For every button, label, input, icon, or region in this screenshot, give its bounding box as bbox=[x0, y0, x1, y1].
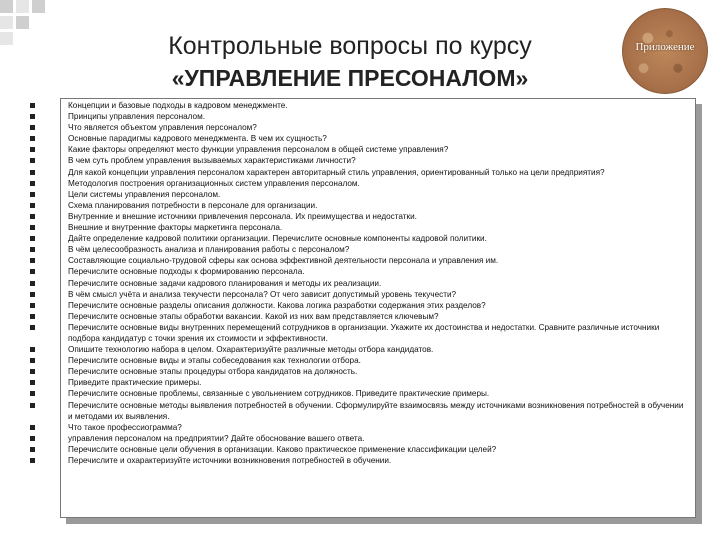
question-item: Составляющие социально-трудовой сферы как основа эффективной деятельности персонала и управления им. bbox=[68, 256, 499, 266]
question-item: Методология построения организационных систем управления персоналом. bbox=[68, 178, 360, 188]
bullet-marker bbox=[30, 292, 35, 297]
title-line-2: «УПРАВЛЕНИЕ ПРЕСОНАЛОМ» bbox=[171, 65, 529, 91]
question-item: Какие факторы определяют место функции управления персоналом в общей системе управления? bbox=[68, 145, 449, 155]
question-item: Цели системы управления персоналом. bbox=[68, 189, 221, 199]
question-item: Перечислите основные задачи кадрового планирования и методы их реализации. bbox=[68, 278, 382, 288]
question-item: Внешние и внутренние факторы маркетинга персонала. bbox=[68, 223, 283, 233]
question-item: В чем суть проблем управления вызываемых характеристиками личности? bbox=[68, 156, 356, 166]
bullet-marker bbox=[30, 436, 35, 441]
corner-square bbox=[0, 0, 13, 13]
bullet-marker bbox=[30, 136, 35, 141]
question-item: управления персоналом на предприятии? Дайте обоснование вашего ответа. bbox=[68, 433, 365, 443]
bullet-marker bbox=[30, 125, 35, 130]
bullet-marker bbox=[30, 236, 35, 241]
question-item: Перечислите основные проблемы, связанные с увольнением сотрудников. Приведите практические примеры. bbox=[68, 389, 490, 399]
question-item: Перечислите основные виды и этапы собеседования как технологии отбора. bbox=[68, 356, 361, 366]
bullet-marker bbox=[30, 103, 35, 108]
title-line-1: Контрольные вопросы по курсу bbox=[168, 32, 532, 60]
bullet-marker bbox=[30, 425, 35, 430]
question-item: Для какой концепции управления персоналом характерен авторитарный стиль управления, ориентированный только на цели предприятия? bbox=[68, 167, 605, 177]
bullet-marker bbox=[30, 281, 35, 286]
corner-square bbox=[0, 16, 13, 29]
slide-title bbox=[90, 30, 610, 94]
bullet-marker bbox=[30, 214, 35, 219]
bullet-marker bbox=[30, 269, 35, 274]
question-item: В чём целесообразность анализа и планирования работы с персоналом? bbox=[68, 245, 350, 255]
bullet-marker bbox=[30, 303, 35, 308]
questions-list bbox=[68, 100, 688, 466]
bullet-marker bbox=[30, 170, 35, 175]
question-item: Перечислите основные цели обучения в организации. Каково практическое применение классификации целей? bbox=[68, 444, 497, 454]
corner-square bbox=[32, 0, 45, 13]
corner-decoration bbox=[0, 0, 60, 60]
question-item: Перечислите основные подходы к формированию персонала. bbox=[68, 267, 305, 277]
bullet-marker bbox=[30, 347, 35, 352]
appendix-badge bbox=[622, 8, 708, 94]
question-item: Перечислите основные разделы описания должности. Какова логика разработки содержания этих разделов? bbox=[68, 300, 486, 310]
question-item: Принципы управления персоналом. bbox=[68, 112, 206, 122]
question-item: Дайте определение кадровой политики организации. Перечислите основные компоненты кадровой политики. bbox=[68, 234, 487, 244]
bullet-marker bbox=[30, 158, 35, 163]
question-item: Основные парадигмы кадрового менеджмента. В чем их сущность? bbox=[68, 134, 327, 144]
bullet-marker bbox=[30, 325, 35, 330]
bullet-marker bbox=[30, 314, 35, 319]
bullet-marker bbox=[30, 391, 35, 396]
bullet-marker bbox=[30, 203, 35, 208]
bullet-marker bbox=[30, 147, 35, 152]
question-item: Приведите практические примеры. bbox=[68, 378, 202, 388]
question-item: Что такое профессиограмма? bbox=[68, 422, 182, 432]
corner-square bbox=[0, 32, 13, 45]
question-item: Перечислите основные этапы обработки вакансии. Какой из них вам представляется ключевым? bbox=[68, 311, 439, 321]
question-item: Перечислите и охарактеризуйте источники возникновения потребностей в обучении. bbox=[68, 456, 392, 465]
question-item: Схема планирования потребности в персонале для организации. bbox=[68, 200, 318, 210]
question-item: В чём смысл учёта и анализа текучести персонала? От чего зависит допустимый уровень текучести? bbox=[68, 289, 457, 299]
bullet-marker bbox=[30, 225, 35, 230]
question-item: Внутренние и внешние источники привлечения персонала. Их преимущества и недостатки. bbox=[68, 211, 417, 221]
bullet-marker bbox=[30, 247, 35, 252]
bullet-marker bbox=[30, 458, 35, 463]
bullet-marker bbox=[30, 380, 35, 385]
question-item: Перечислите основные виды внутренних перемещений сотрудников в организации. Укажите их достоинства и недостатки. Сравните различные источники подбора кандидатур с точки зрения их стоимости и эффективности. bbox=[68, 322, 660, 343]
question-item: Концепции и базовые подходы в кадровом менеджменте. bbox=[68, 101, 288, 110]
question-item: Что является объектом управления персоналом? bbox=[68, 123, 257, 133]
corner-square bbox=[16, 16, 29, 29]
bullet-marker bbox=[30, 192, 35, 197]
bullet-marker bbox=[30, 369, 35, 374]
bullet-marker bbox=[30, 447, 35, 452]
bullet-marker bbox=[30, 258, 35, 263]
appendix-badge-label: Приложение bbox=[635, 41, 695, 53]
bullet-marker bbox=[30, 181, 35, 186]
question-item: Перечислите основные этапы процедуры отбора кандидатов на должность. bbox=[68, 367, 358, 377]
corner-square bbox=[16, 0, 29, 13]
bullet-marker bbox=[30, 114, 35, 119]
bullet-marker bbox=[30, 358, 35, 363]
question-item: Опишите технологию набора в целом. Охарактеризуйте различные методы отбора кандидатов. bbox=[68, 345, 434, 355]
question-item: Перечислите основные методы выявления потребностей в обучении. Сформулируйте взаимосвязь между источниками возникновения потребностей в обучении и методами их выявления. bbox=[68, 400, 684, 421]
bullet-marker bbox=[30, 403, 35, 408]
